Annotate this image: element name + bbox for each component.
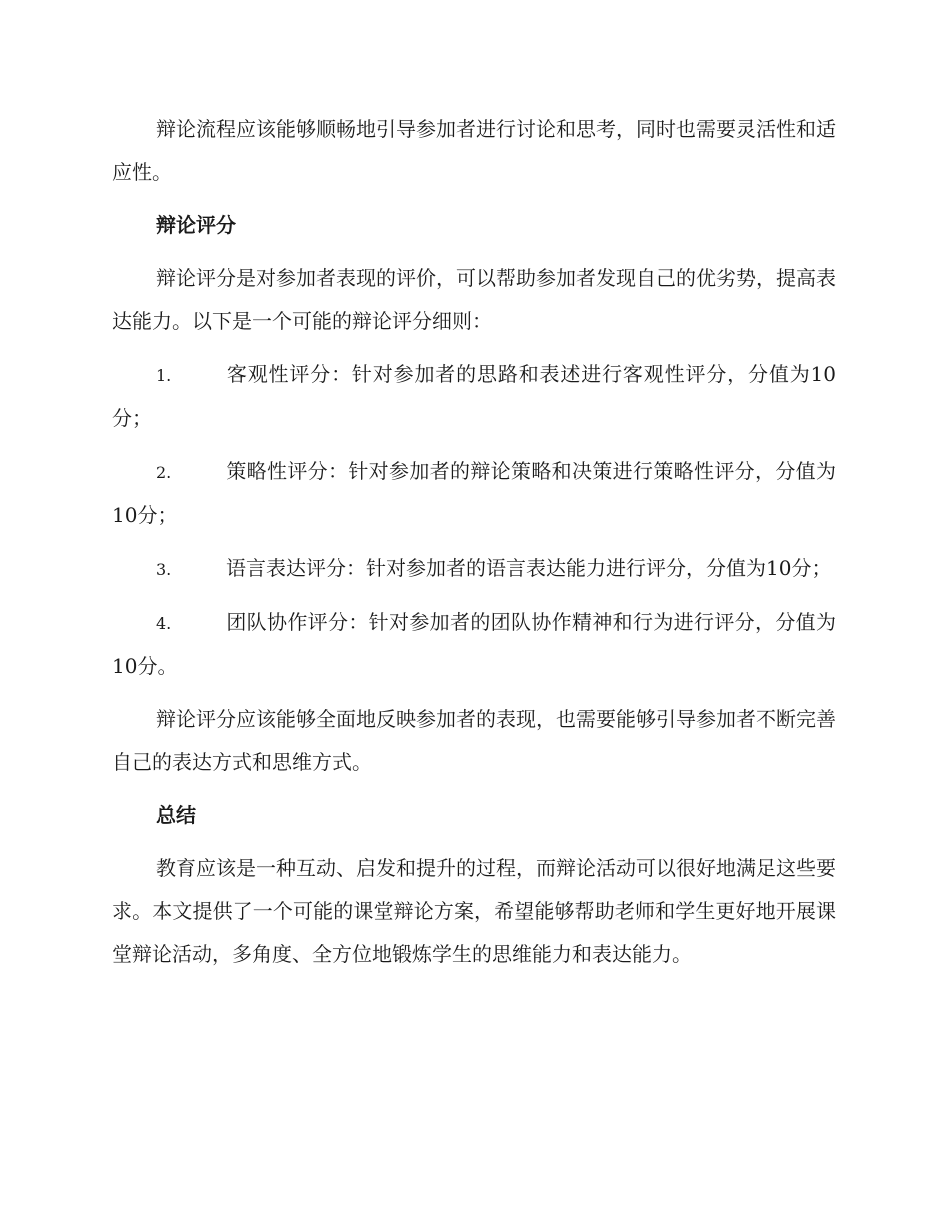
scoring-list <box>112 353 836 688</box>
section-heading-summary: 总结 <box>156 803 196 827</box>
list-item-text: 客观性评分：针对参加者的思路和表述进行客观性评分，分值为10分； <box>112 362 836 430</box>
list-item <box>112 601 836 688</box>
list-item-number: 1. <box>156 366 172 385</box>
list-item <box>112 547 836 591</box>
list-item-number: 2. <box>156 463 172 482</box>
list-item-number: 4. <box>156 614 172 633</box>
scoring-intro-paragraph: 辩论评分是对参加者表现的评价，可以帮助参加者发现自己的优劣势，提高表达能力。以下是一个可能的辩论评分细则： <box>112 266 836 333</box>
scoring-closing-paragraph: 辩论评分应该能够全面地反映参加者的表现，也需要能够引导参加者不断完善自己的表达方式和思维方式。 <box>112 707 836 774</box>
section-heading-scoring: 辩论评分 <box>156 213 236 237</box>
intro-paragraph: 辩论流程应该能够顺畅地引导参加者进行讨论和思考，同时也需要灵活性和适应性。 <box>112 117 836 184</box>
list-item-number: 3. <box>156 560 172 579</box>
list-item-text: 语言表达评分：针对参加者的语言表达能力进行评分，分值为10分； <box>226 556 832 580</box>
summary-paragraph: 教育应该是一种互动、启发和提升的过程，而辩论活动可以很好地满足这些要求。本文提供了一个可能的课堂辩论方案，希望能够帮助老师和学生更好地开展课堂辩论活动，多角度、全方位地锻炼学生的思维能力和表达能力。 <box>112 856 836 966</box>
list-item <box>112 353 836 440</box>
list-item-text: 团队协作评分：针对参加者的团队协作精神和行为进行评分，分值为10分。 <box>112 610 836 678</box>
list-item-text: 策略性评分：针对参加者的辩论策略和决策进行策略性评分，分值为10分； <box>112 459 836 527</box>
document-body <box>112 108 836 986</box>
list-item <box>112 450 836 537</box>
